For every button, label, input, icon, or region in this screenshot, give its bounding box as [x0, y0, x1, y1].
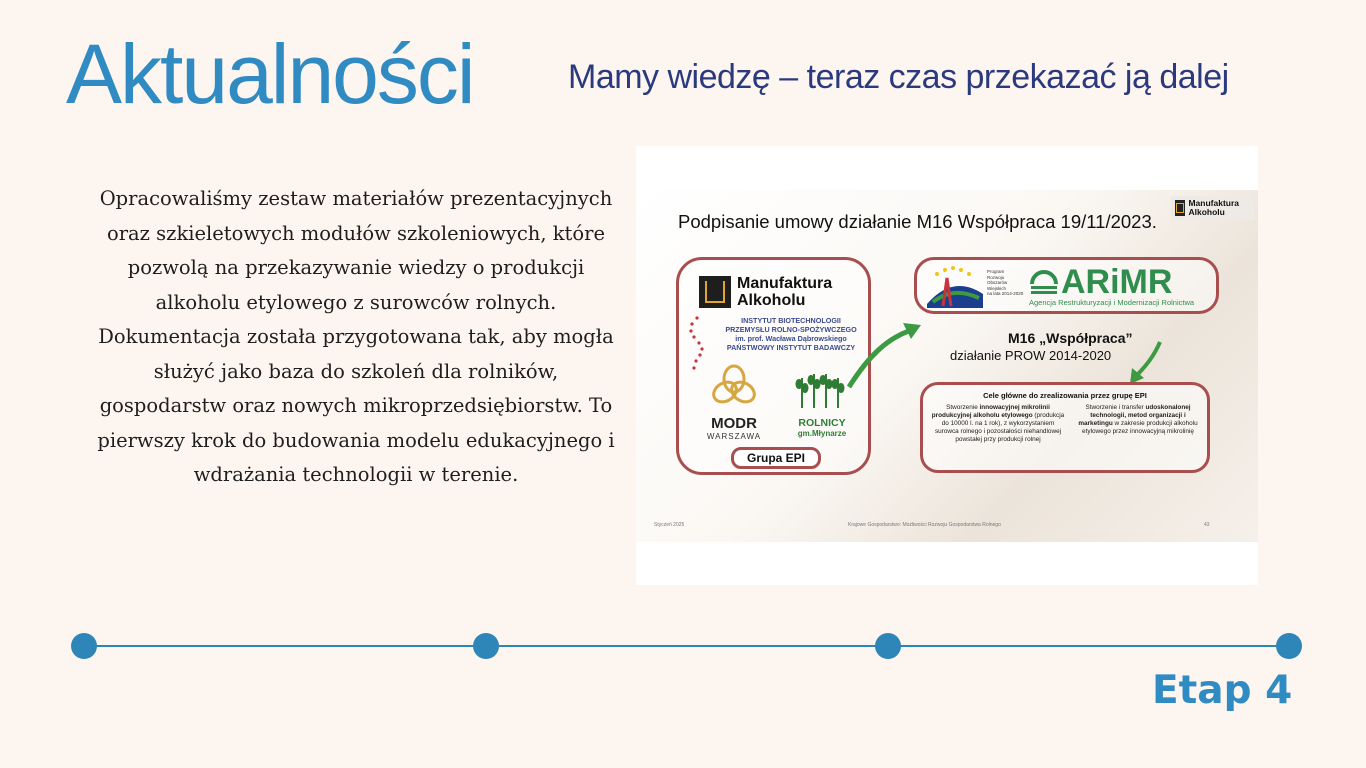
slide-content	[636, 190, 1258, 542]
m16-heading: M16 „Współpraca”	[1008, 330, 1133, 346]
logo-line-2: Alkoholu	[737, 292, 806, 309]
page-title: Aktualności	[66, 27, 474, 121]
goals-title: Cele główne do zrealizowania przez grupę EPI	[983, 391, 1147, 400]
timeline-dot	[473, 633, 499, 659]
slide-footer-title: Krajowe Gospodarstwo: Możliwości Rozwoju Gospodarstwa Rolnego	[848, 522, 1001, 528]
slide-footer-date: Styczeń 2025	[654, 522, 685, 528]
arimr-text: ARiMR	[1061, 263, 1173, 301]
arrow-icon	[1126, 338, 1166, 388]
stage-label: Etap 4	[1152, 668, 1293, 713]
manufaktura-corner-logo	[1171, 196, 1255, 220]
modr-logo	[699, 364, 769, 441]
timeline-dot	[1276, 633, 1302, 659]
timeline-dot	[875, 633, 901, 659]
arimr-subtitle: Agencja Restrukturyzacji i Modernizacji Rolnictwa	[1029, 298, 1195, 307]
timeline-dot	[71, 633, 97, 659]
prow-flag-icon	[923, 264, 985, 312]
warszawa-text: WARSZAWA	[706, 432, 762, 441]
modr-text: MODR	[711, 415, 757, 432]
slide-title: Podpisanie umowy działanie M16 Współpraca 19/11/2023.	[678, 211, 1157, 232]
prow-heading: działanie PROW 2014-2020	[950, 348, 1112, 363]
arimr-logo	[1029, 264, 1194, 307]
logo-line-1: Manufaktura	[737, 275, 833, 292]
corner-logo-text: Manufaktura Alkoholu	[1188, 198, 1240, 217]
slide-image	[636, 146, 1258, 585]
body-paragraph: Opracowaliśmy zestaw materiałów prezentacyjnych oraz szkieletowych modułów szkoleniowych, które pozwolą na przekazywanie wiedzy o produkcji alkoholu etylowego z surowców rolnych. Dokumentacja została przygotowana tak, aby mogła służyć jako baza do szkoleń dla rolników, gospodarstw oraz nowych mikroprzedsiębiorstw. To pierwszy krok do budowania modelu edukacyjnego i wdrażania technologii w terenie.	[97, 187, 615, 486]
page-subtitle: Mamy wiedzę – teraz czas przekazać ją dalej	[568, 58, 1229, 96]
rolnicy-text: ROLNICY	[798, 417, 846, 429]
arimr-emblem-icon	[1029, 268, 1059, 298]
goals-box	[920, 382, 1210, 473]
bottle-icon	[1175, 200, 1185, 216]
trefoil-icon	[711, 364, 757, 408]
goal-1: Stworzenie innowacyjnej mikrolinii produkcyjnej alkoholu etylowego (produkcja do 10000 l. na 1 rok), z wykorzystaniem surowca rolnego i pozostałości niehandlowej powstałej przy produkcji rolnej	[931, 404, 1065, 443]
arrow-icon	[841, 315, 931, 395]
slide-page-number: 43	[1204, 522, 1210, 528]
goal-2: Stworzenie i transfer udoskonalonej technologii, metod organizacji i marketingu w zakresie produkcji alkoholu etylowego przez innowacyjną mikrolinię	[1078, 404, 1198, 435]
timeline-line	[84, 645, 1290, 647]
group-label: Grupa EPI	[731, 447, 821, 469]
manufaktura-logo	[699, 275, 832, 309]
institute-name: INSTYTUT BIOTECHNOLOGII PRZEMYSŁU ROLNO-SPOŻYWCZEGO im. prof. Wacława Dąbrowskiego PAŃSTWOWY INSTYTUT BADAWCZY	[725, 316, 857, 352]
bottle-icon	[699, 276, 731, 308]
prow-text: Program Rozwoju Obszarów Wiejskich na lata 2014-2020	[987, 269, 1024, 297]
program-logos-box	[914, 257, 1219, 314]
mlynarze-text: gm.Młynarze	[797, 429, 847, 438]
